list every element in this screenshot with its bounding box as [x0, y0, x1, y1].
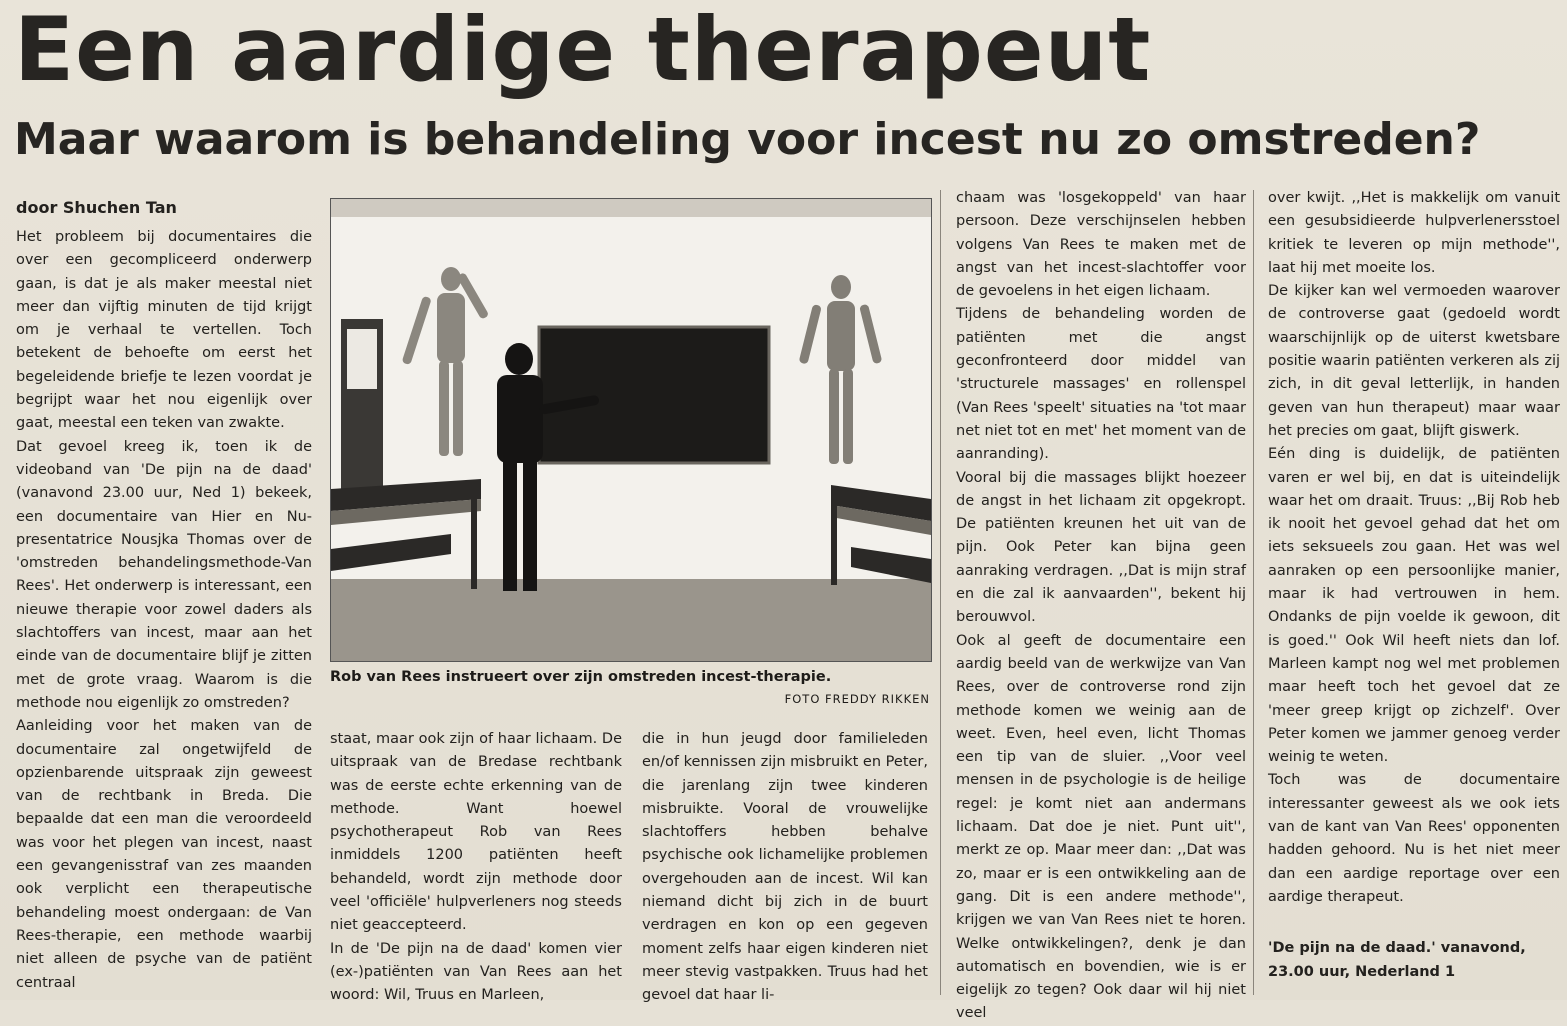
paragraph: Het probleem bij documentaires die over een gecompliceerd onderwerp gaan, is dat je als maker meestal niet meer dan vijftig minuten de tijd krijgt om je verhaal te vertellen. Toch betekent de behoefte om eerst het begeleidende briefje te lezen voordat je begrijpt waar het nou eigenlijk over gaat, meestal een teken van zwakte.	[16, 229, 312, 432]
byline: door Shuchen Tan	[16, 198, 177, 217]
column-4	[956, 187, 1246, 1026]
paragraph: Eén ding is duidelijk, de patiënten varen er wel bij, en dat is uiteindelijk waar het om draait. Truus: ,,Bij Rob heb ik nooit het gevoel gehad dat het om iets seksueels zou gaan. Het was wel aanraken op een persoonlijke manier, maar ik had vertrouwen in hem. Ondanks de pijn voelde ik gewoon, dit is goed.'' Ook Wil heeft niets dan lof. Marleen kampt nog wel met problemen maar heeft toch het gevoel dat ze 'meer greep krijgt op zichzelf'. Over Peter komen we jammer genoeg verder weinig te weten.	[1268, 446, 1560, 766]
paragraph: Aanleiding voor het maken van de documentaire zal ongetwijfeld de opzienbarende uitspraak zijn geweest van de rechtbank in Breda. Die bepaalde dat een man die veroordeeld was voor het plegen van incest, naast een gevangenisstraf van zes maanden ook verplicht een therapeutische behandeling moest ondergaan: de Van Rees-therapie, een methode waarbij niet alleen de psyche van de patiënt centraal	[16, 718, 312, 991]
column-rule	[1253, 190, 1254, 995]
column-1	[16, 196, 312, 995]
column-rule	[940, 190, 941, 995]
photo-caption: Rob van Rees instrueert over zijn omstreden incest-therapie.	[330, 669, 832, 685]
paragraph: De kijker kan wel vermoeden waarover de controverse gaat (gedoeld wordt waarschijnlijk op de uiterst kwetsbare positie waarin patiënten verkeren als zij zich, in dit geval letterlijk, in handen geven van hun therapeut) maar waar het precies om gaat, blijft giswerk.	[1268, 283, 1560, 439]
paragraph: chaam was 'losgekoppeld' van haar persoon. Deze verschijnselen hebben volgens Van Rees te maken met de angst van het incest-slachtoffer voor de gevoelens in het eigen lichaam.	[956, 190, 1246, 300]
paragraph: In de 'De pijn na de daad' komen vier (ex-)patiënten van Van Rees aan het woord: Wil, Truus en Marleen,	[330, 940, 622, 1004]
photo-credit: FOTO FREDDY RIKKEN	[784, 692, 930, 706]
paragraph: die in hun jeugd door familieleden en/of kennissen zijn misbruikt en Peter, die jarenlang zijn twee kinderen misbruikte. Vooral de vrouwelijke slachtoffers hebben behalve psychische ook lichamelijke problemen overgehouden aan de incest. Wil kan niemand dicht bij zich in de buurt verdragen en kon op een gegeven moment zelfs haar eigen kinderen niet meer stevig vastpakken. Truus had het gevoel dat haar li-	[642, 731, 928, 1004]
classroom-photo-illustration	[331, 199, 931, 661]
article-photo	[330, 198, 932, 662]
paragraph: staat, maar ook zijn of haar lichaam. De uitspraak van de Bredase rechtbank was de eerste echte erkenning van de methode. Want hoewel psychotherapeut Rob van Rees inmiddels 1200 patiënten heeft behandeld, wordt zijn methode door veel 'officiële' hulpverleners nog steeds niet geaccepteerd.	[330, 731, 622, 934]
column-3	[642, 728, 928, 1008]
paragraph: Tijdens de behandeling worden de patiënten met die angst geconfronteerd door middel van 'structurele massages' en rollenspel (Van Rees 'speelt' situaties na 'tot maar net niet tot en met' het moment van de aanranding).	[956, 306, 1246, 463]
subheadline: Maar waarom is behandeling voor incest nu zo omstreden?	[14, 114, 1481, 165]
paragraph: over kwijt. ,,Het is makkelijk om vanuit een gesubsidieerde hulpverlenersstoel kritiek te leveren op mijn methode'', laat hij met moeite los.	[1268, 190, 1560, 276]
paragraph: Dat gevoel kreeg ik, toen ik de videoband van 'De pijn na de daad' (vanavond 23.00 uur, Ned 1) bekeek, een documentaire van Hier en Nu-presentatrice Nousjka Thomas over de 'omstreden behandelingsmethode-Van Rees'. Het onderwerp is interessant, een nieuwe therapie voor zowel daders als slachtoffers van incest, maar aan het einde van de documentaire blijf je zitten met de grote vraag. Waarom is die methode nou eigenlijk zo omstreden?	[16, 438, 312, 711]
paragraph: Toch was de documentaire interessanter geweest als we ook iets van de kant van Van Rees' opponenten hadden gehoord. Nu is het niet meer dan een aardige reportage over een aardige therapeut.	[1268, 772, 1560, 905]
column-5	[1268, 187, 1560, 984]
paragraph: Vooral bij die massages blijkt hoezeer de angst in het lichaam zit opgekropt. De patiënten kreunen het uit van de pijn. Ook Peter kan bijna geen aanraking verdragen. ,,Dat is mijn straf en die zal ik aanvaarden'', bekent hij berouwvol.	[956, 469, 1246, 626]
broadcast-note: 'De pijn na de daad.' vanavond, 23.00 uur, Nederland 1	[1268, 940, 1526, 980]
paragraph: Ook al geeft de documentaire een aardig beeld van de werkwijze van Van Rees, over de controverse rond zijn methode komen we weinig aan de weet. Even, heel even, licht Thomas een tip van de sluier. ,,Voor veel mensen in de psychologie is de heilige regel: je komt niet aan andermans lichaam. Dat doe je niet. Punt uit'', merkt ze op. Maar meer dan: ,,Dat was zo, maar er is een ontwikkeling aan de gang. Dit is een andere methode'', krijgen we van Van Rees niet te horen. Welke ontwikkelingen?, denk je dan automatisch en bovendien, wie is er eigelijk zo tegen? Ook daar wil hij niet veel	[956, 632, 1246, 1022]
column-2	[330, 728, 622, 1008]
headline: Een aardige therapeut	[14, 0, 1152, 101]
